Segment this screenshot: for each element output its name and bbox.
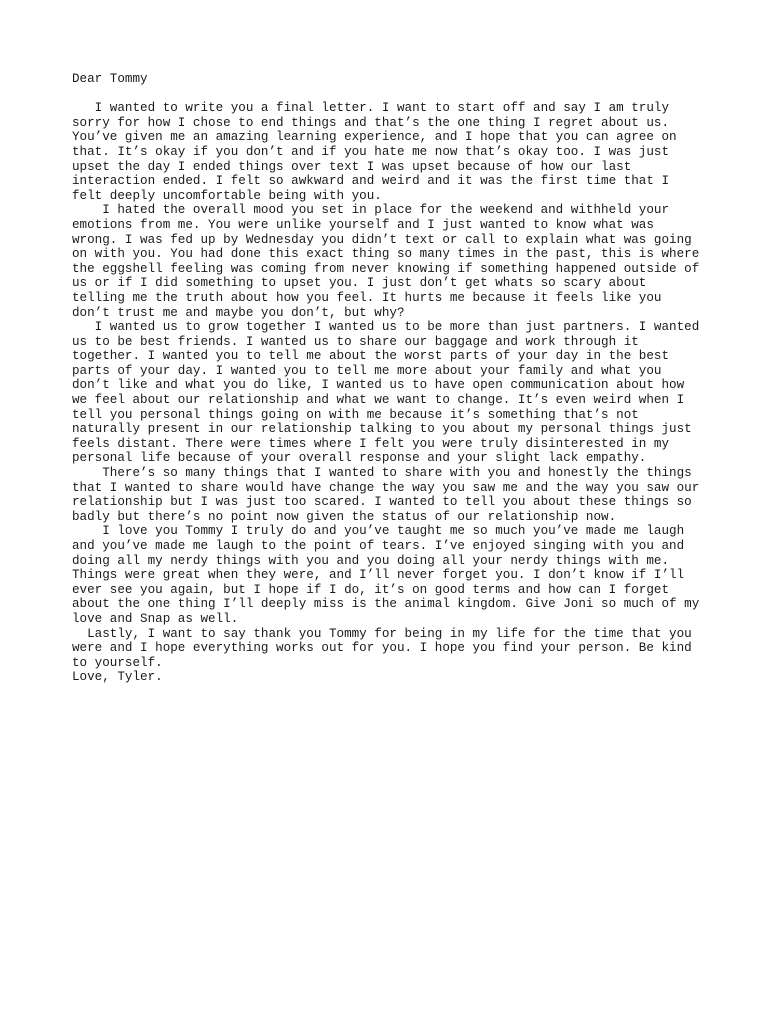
paragraph: [72, 101, 712, 203]
text-line: Things were great when they were, and I’ll never forget you. I don’t know if I’ll: [72, 568, 685, 583]
text-line: I love you Tommy I truly do and you’ve taught me so much you’ve made me laugh: [72, 524, 685, 539]
paragraph: [72, 524, 712, 626]
text-line: interaction ended. I felt so awkward and weird and it was the first time that I: [72, 174, 670, 189]
text-line: the eggshell feeling was coming from never knowing if something happened outside of: [72, 261, 700, 276]
closing: Love, Tyler.: [72, 670, 163, 685]
text-line: I wanted us to grow together I wanted us to be more than just partners. I wanted: [72, 320, 700, 335]
text-line: don’t like and what you do like, I wanted us to have open communication about how: [72, 378, 685, 393]
text-line: badly but there’s no point now given the status of our relationship now.: [72, 509, 617, 524]
paragraph: [72, 320, 712, 466]
text-line: I wanted to write you a final letter. I want to start off and say I am truly: [72, 101, 670, 116]
text-line: to yourself.: [72, 655, 163, 670]
text-line: that. It’s okay if you don’t and if you hate me now that’s okay too. I was just: [72, 144, 670, 159]
paragraph: [72, 466, 712, 524]
letter-page: [72, 72, 712, 685]
text-line: Lastly, I want to say thank you Tommy for being in my life for the time that you: [72, 626, 692, 641]
text-line: love and Snap as well.: [72, 611, 239, 626]
text-line: upset the day I ended things over text I was upset because of how our last: [72, 159, 632, 174]
text-line: I hated the overall mood you set in place for the weekend and withheld your: [72, 203, 670, 218]
text-line: us to be best friends. I wanted us to share our baggage and work through it: [72, 334, 639, 349]
paragraph: [72, 203, 712, 320]
text-line: doing all my nerdy things with you and you doing all your nerdy things with me.: [72, 553, 670, 568]
text-line: personal life because of your overall response and your slight lack empathy.: [72, 451, 647, 466]
text-line: There’s so many things that I wanted to share with you and honestly the things: [72, 466, 692, 481]
blank-line: [72, 87, 712, 102]
text-line: ever see you again, but I hope if I do, it’s on good terms and how can I forget: [72, 582, 670, 597]
text-line: we feel about our relationship and what we want to change. It’s even weird when I: [72, 393, 685, 408]
text-line: parts of your day. I wanted you to tell me more about your family and what you: [72, 363, 662, 378]
text-line: and you’ve made me laugh to the point of tears. I’ve enjoyed singing with you and: [72, 539, 685, 553]
text-line: don’t trust me and maybe you don’t, but why?: [72, 305, 405, 320]
text-line: about the one thing I’ll deeply miss is the animal kingdom. Give Joni so much of my: [72, 597, 700, 612]
text-line: telling me the truth about how you feel. It hurts me because it feels like you: [72, 290, 662, 305]
text-line: together. I wanted you to tell me about the worst parts of your day in the best: [72, 349, 670, 364]
text-line: You’ve given me an amazing learning experience, and I hope that you can agree on: [72, 130, 677, 145]
text-line: relationship but I was just too scared. I wanted to tell you about these things so: [72, 495, 692, 510]
text-line: that I wanted to share would have change the way you saw me and the way you saw our: [72, 480, 700, 495]
letter-body: [72, 101, 712, 670]
text-line: naturally present in our relationship talking to you about my personal things just: [72, 422, 692, 437]
text-line: tell you personal things going on with me because it’s something that’s not: [72, 407, 639, 422]
text-line: were and I hope everything works out for you. I hope you find your person. Be kind: [72, 641, 692, 656]
text-line: sorry for how I chose to end things and that’s the one thing I regret about us.: [72, 115, 670, 130]
text-line: feels distant. There were times where I felt you were truly disinterested in my: [72, 436, 670, 451]
text-line: felt deeply uncomfortable being with you.: [72, 188, 382, 203]
text-line: on with you. You had done this exact thing so many times in the past, this is where: [72, 247, 700, 262]
paragraph: [72, 627, 712, 671]
salutation: Dear Tommy: [72, 72, 148, 86]
text-line: wrong. I was fed up by Wednesday you didn’t text or call to explain what was going: [72, 232, 692, 247]
text-line: us or if I did something to upset you. I just don’t get whats so scary about: [72, 276, 647, 291]
text-line: emotions from me. You were unlike yourself and I just wanted to know what was: [72, 217, 654, 232]
